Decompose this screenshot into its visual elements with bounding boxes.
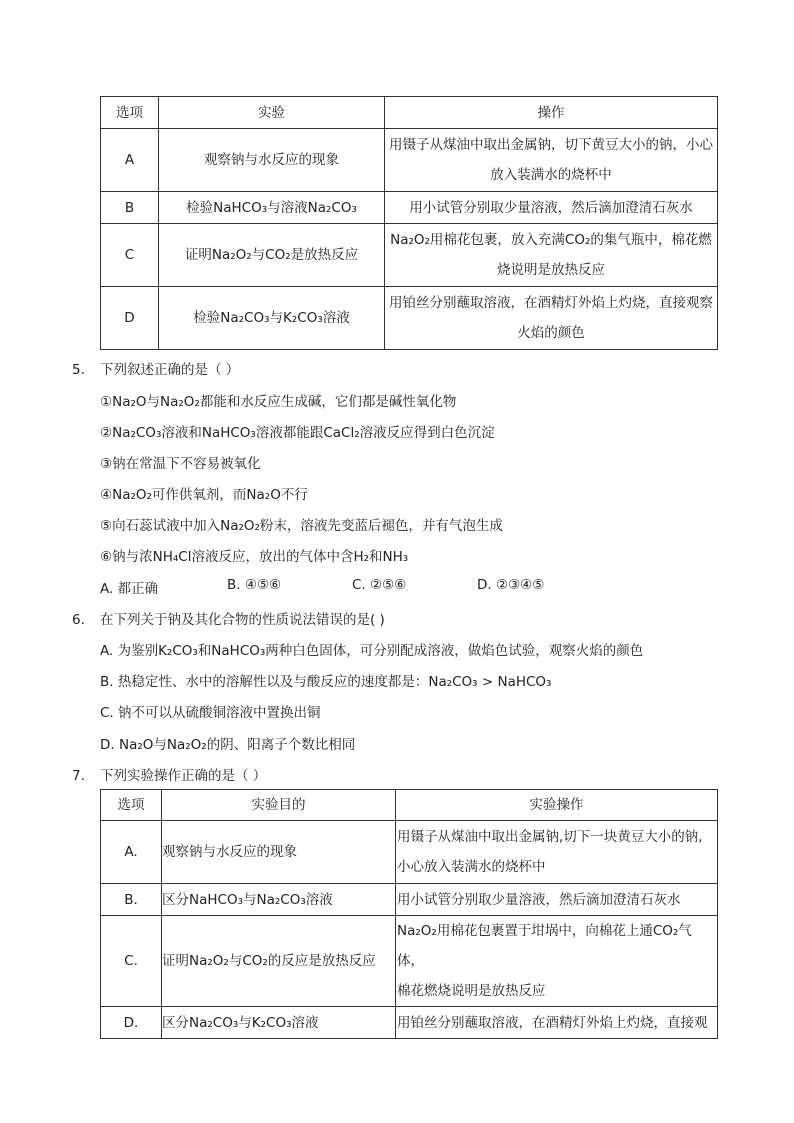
option-cell: A. xyxy=(101,821,162,884)
question-text: 下列实验操作正确的是（ ） xyxy=(100,768,267,784)
experiment-cell: 区分Na₂CO₃与K₂CO₃溶液 xyxy=(162,1007,396,1039)
table-row xyxy=(101,129,718,192)
table-header-row xyxy=(101,790,718,821)
option-cell: C xyxy=(101,224,159,287)
choice-b[interactable]: B. 热稳定性、水中的溶解性以及与酸反应的速度都是：Na₂CO₃ > NaHCO₃ xyxy=(100,674,552,690)
table-row xyxy=(101,821,718,884)
table-header-row xyxy=(101,97,718,129)
option-cell: C. xyxy=(101,916,162,1007)
question-text: 在下列关于钠及其化合物的性质说法错误的是( ) xyxy=(100,612,385,628)
operation-line: 用镊子从煤油中取出金属钠,切下一块黄豆大小的钠, xyxy=(397,829,703,845)
question-number: 7. xyxy=(72,768,85,784)
question-number: 5. xyxy=(72,362,85,378)
operation-line: 烧说明是放热反应 xyxy=(497,262,605,278)
operation-cell xyxy=(385,287,718,350)
choice-d[interactable]: D. ②③④⑤ xyxy=(477,577,545,593)
operation-cell xyxy=(385,129,718,192)
choice-a[interactable]: A. 都正确 xyxy=(100,581,159,597)
operation-cell xyxy=(396,916,718,1007)
operation-line: 用镊子从煤油中取出金属钠，切下黄豆大小的钠，小心 xyxy=(389,137,713,153)
question-6-stem xyxy=(72,608,385,628)
experiment-cell: 观察钠与水反应的现象 xyxy=(162,821,396,884)
statement-item: ⑤向石蕊试液中加入Na₂O₂粉末，溶液先变蓝后褪色，并有气泡生成 xyxy=(100,518,503,534)
operation-line: 火焰的颜色 xyxy=(517,325,585,341)
choice-c[interactable]: C. ②⑤⑥ xyxy=(352,577,407,593)
choice-b[interactable]: B. ④⑤⑥ xyxy=(227,577,282,593)
choice-a[interactable]: A. 为鉴别K₂CO₃和NaHCO₃两种白色固体，可分别配成溶液，做焰色试验，观察火焰的颜色 xyxy=(100,643,644,659)
operation-cell xyxy=(396,821,718,884)
option-cell: D xyxy=(101,287,159,350)
question-text: 下列叙述正确的是（ ） xyxy=(100,362,240,378)
option-cell: D. xyxy=(101,1007,162,1039)
choice-c[interactable]: C. 钠不可以从硫酸铜溶液中置换出铜 xyxy=(100,705,321,721)
operation-cell: 用铂丝分别蘸取溶液，在酒精灯外焰上灼烧，直接观 xyxy=(396,1007,718,1039)
statement-item: ③钠在常温下不容易被氧化 xyxy=(100,456,261,472)
statement-item: ②Na₂CO₃溶液和NaHCO₃溶液都能跟CaCl₂溶液反应得到白色沉淀 xyxy=(100,425,495,441)
table-row xyxy=(101,1007,718,1039)
question-number: 6. xyxy=(72,612,85,628)
question-7-stem xyxy=(72,764,266,784)
experiment-cell: 证明Na₂O₂与CO₂是放热反应 xyxy=(159,224,385,287)
option-cell: A xyxy=(101,129,159,192)
operation-cell xyxy=(385,224,718,287)
header-cell: 实验操作 xyxy=(396,790,718,821)
table-row xyxy=(101,916,718,1007)
question-5-stem xyxy=(72,358,239,378)
header-cell: 实验 xyxy=(159,97,385,129)
header-cell: 选项 xyxy=(101,97,159,129)
operation-cell: 用小试管分别取少量溶液，然后滴加澄清石灰水 xyxy=(385,192,718,224)
operation-line: 用铂丝分别蘸取溶液，在酒精灯外焰上灼烧，直接观察 xyxy=(389,295,713,311)
option-cell: B xyxy=(101,192,159,224)
statement-item: ①Na₂O与Na₂O₂都能和水反应生成碱，它们都是碱性氧化物 xyxy=(100,394,457,410)
experiment-table-1 xyxy=(100,96,718,350)
experiment-cell: 观察钠与水反应的现象 xyxy=(159,129,385,192)
statement-item: ⑥钠与浓NH₄Cl溶液反应，放出的气体中含H₂和NH₃ xyxy=(100,549,409,565)
operation-line: 棉花燃烧说明是放热反应 xyxy=(397,983,546,999)
table-row xyxy=(101,884,718,916)
table-row xyxy=(101,224,718,287)
statement-item: ④Na₂O₂可作供氧剂，而Na₂O不行 xyxy=(100,487,308,503)
experiment-cell: 证明Na₂O₂与CO₂的反应是放热反应 xyxy=(162,916,396,1007)
table-row xyxy=(101,192,718,224)
operation-line: Na₂O₂用棉花包裹，放入充满CO₂的集气瓶中，棉花燃 xyxy=(390,232,712,248)
operation-line: 小心放入装满水的烧杯中 xyxy=(397,859,546,875)
operation-line: 放入装满水的烧杯中 xyxy=(490,167,612,183)
choice-d[interactable]: D. Na₂O与Na₂O₂的阴、阳离子个数比相同 xyxy=(100,737,356,753)
header-cell: 操作 xyxy=(385,97,718,129)
operation-line: Na₂O₂用棉花包裹置于坩埚中，向棉花上通CO₂气体， xyxy=(397,923,692,969)
experiment-cell: 区分NaHCO₃与Na₂CO₃溶液 xyxy=(162,884,396,916)
table-row xyxy=(101,287,718,350)
option-cell: B. xyxy=(101,884,162,916)
operation-cell: 用小试管分别取少量溶液，然后滴加澄清石灰水 xyxy=(396,884,718,916)
header-cell: 选项 xyxy=(101,790,162,821)
experiment-cell: 检验NaHCO₃与溶液Na₂CO₃ xyxy=(159,192,385,224)
header-cell: 实验目的 xyxy=(162,790,396,821)
experiment-cell: 检验Na₂CO₃与K₂CO₃溶液 xyxy=(159,287,385,350)
experiment-table-2 xyxy=(100,789,718,1039)
